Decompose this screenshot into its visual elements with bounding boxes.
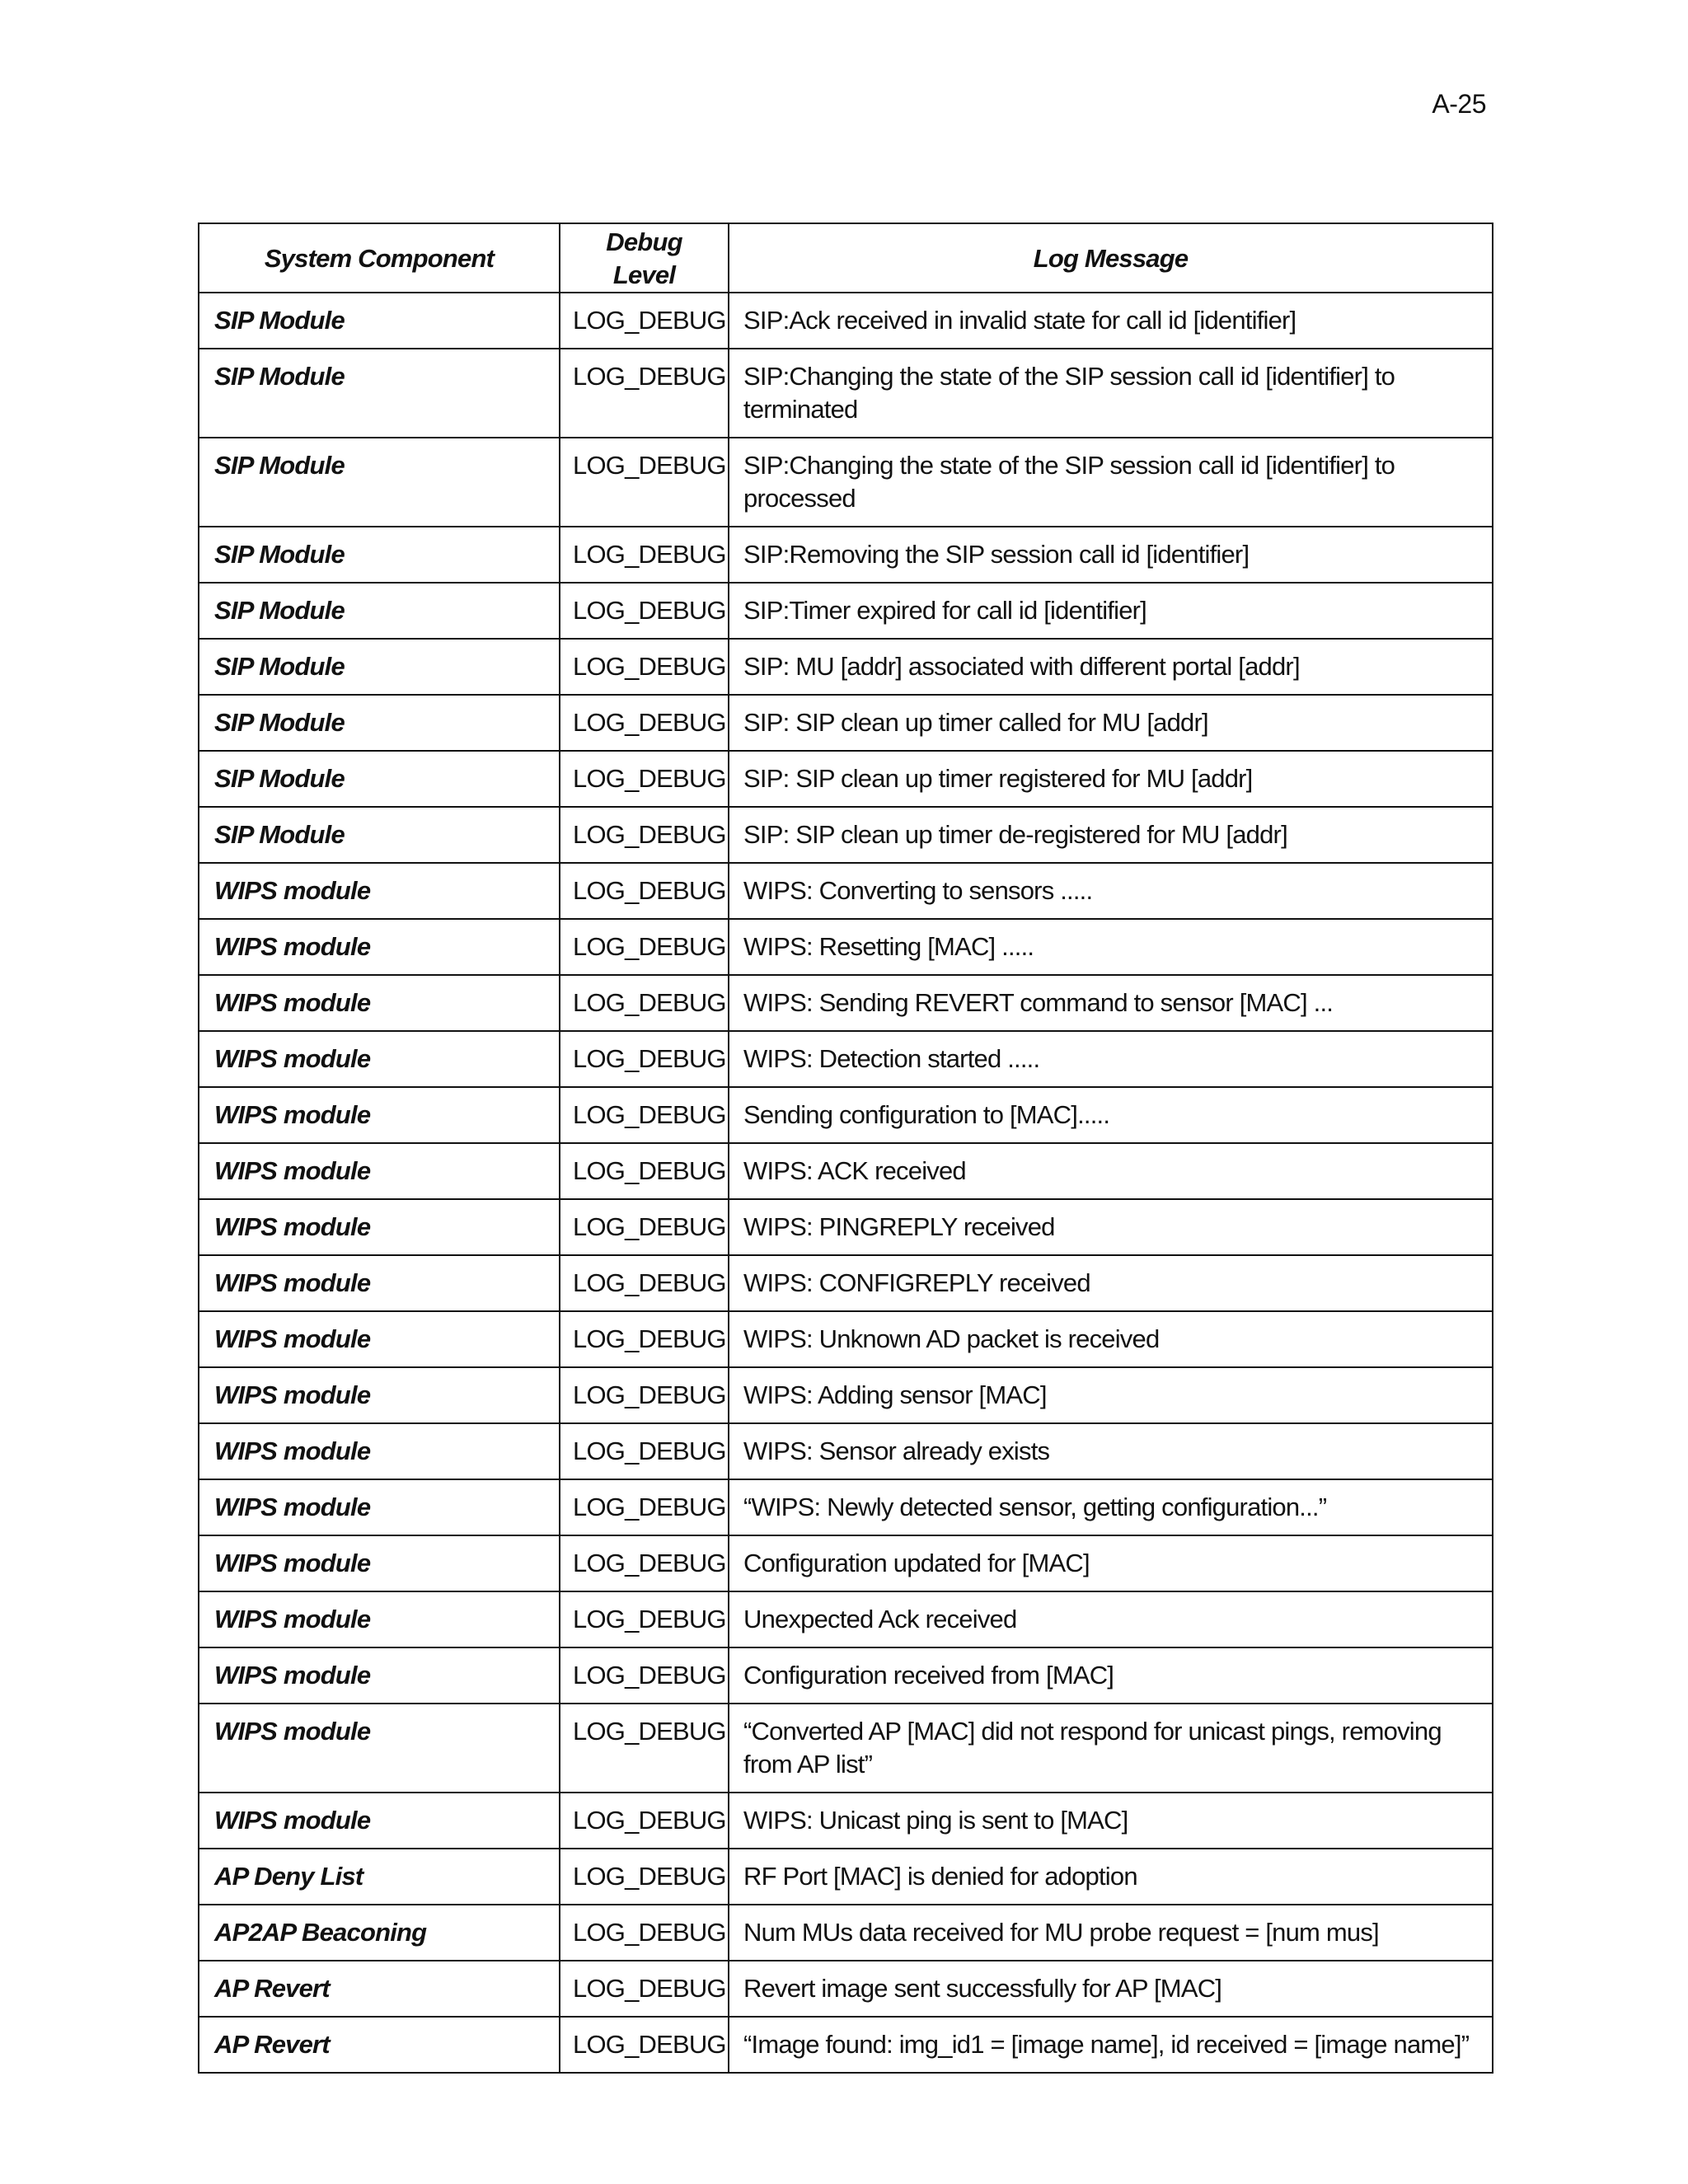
table-row	[199, 1199, 1493, 1255]
component-cell: AP Revert	[199, 1961, 560, 2017]
table-row	[199, 1849, 1493, 1905]
component-cell: SIP Module	[199, 695, 560, 751]
log-message-cell: Num MUs data received for MU probe request = [num mus]	[729, 1905, 1493, 1961]
component-cell: WIPS module	[199, 1367, 560, 1423]
log-message-cell: SIP:Timer expired for call id [identifier]	[729, 583, 1493, 639]
table-row	[199, 751, 1493, 807]
table-row	[199, 583, 1493, 639]
log-message-cell: Revert image sent successfully for AP [MAC]	[729, 1961, 1493, 2017]
debug-level-cell: LOG_DEBUG	[560, 1704, 729, 1793]
header-log-message: Log Message	[729, 223, 1493, 293]
header-row	[199, 223, 1493, 293]
debug-level-cell: LOG_DEBUG	[560, 1199, 729, 1255]
debug-level-cell: LOG_DEBUG	[560, 807, 729, 863]
debug-level-cell: LOG_DEBUG	[560, 1031, 729, 1087]
table-row	[199, 1423, 1493, 1479]
component-cell: WIPS module	[199, 975, 560, 1031]
debug-level-cell: LOG_DEBUG	[560, 975, 729, 1031]
log-message-cell: “WIPS: Newly detected sensor, getting configuration...”	[729, 1479, 1493, 1535]
component-cell: SIP Module	[199, 349, 560, 438]
log-message-cell: WIPS: ACK received	[729, 1143, 1493, 1199]
debug-level-cell: LOG_DEBUG	[560, 527, 729, 583]
table-row	[199, 1479, 1493, 1535]
debug-level-cell: LOG_DEBUG	[560, 1087, 729, 1143]
log-message-cell: WIPS: CONFIGREPLY received	[729, 1255, 1493, 1311]
debug-level-cell: LOG_DEBUG	[560, 1849, 729, 1905]
component-cell: WIPS module	[199, 1143, 560, 1199]
debug-level-cell: LOG_DEBUG	[560, 1423, 729, 1479]
log-message-table	[198, 223, 1493, 2074]
table-row	[199, 863, 1493, 919]
table-row	[199, 1087, 1493, 1143]
log-message-cell: SIP:Removing the SIP session call id [identifier]	[729, 527, 1493, 583]
table-row	[199, 1367, 1493, 1423]
log-message-cell: SIP: SIP clean up timer registered for MU [addr]	[729, 751, 1493, 807]
debug-level-cell: LOG_DEBUG	[560, 1961, 729, 2017]
debug-level-cell: LOG_DEBUG	[560, 1479, 729, 1535]
log-message-cell: Sending configuration to [MAC].....	[729, 1087, 1493, 1143]
log-message-cell: WIPS: Sensor already exists	[729, 1423, 1493, 1479]
component-cell: AP Deny List	[199, 1849, 560, 1905]
log-message-cell: WIPS: PINGREPLY received	[729, 1199, 1493, 1255]
log-message-cell: “Converted AP [MAC] did not respond for unicast pings, removing from AP list”	[729, 1704, 1493, 1793]
component-cell: SIP Module	[199, 639, 560, 695]
header-system-component: System Component	[199, 223, 560, 293]
debug-level-cell: LOG_DEBUG	[560, 1793, 729, 1849]
table-row	[199, 1535, 1493, 1591]
table-row	[199, 527, 1493, 583]
table-row	[199, 919, 1493, 975]
table-row	[199, 2017, 1493, 2073]
component-cell: WIPS module	[199, 1591, 560, 1647]
debug-level-cell: LOG_DEBUG	[560, 919, 729, 975]
component-cell: WIPS module	[199, 1199, 560, 1255]
component-cell: WIPS module	[199, 1087, 560, 1143]
table-body	[199, 293, 1493, 2073]
table-row	[199, 349, 1493, 438]
log-message-cell: SIP:Changing the state of the SIP session call id [identifier] to processed	[729, 438, 1493, 527]
debug-level-cell: LOG_DEBUG	[560, 1255, 729, 1311]
table-row	[199, 807, 1493, 863]
debug-level-cell: LOG_DEBUG	[560, 639, 729, 695]
debug-level-cell: LOG_DEBUG	[560, 1143, 729, 1199]
component-cell: SIP Module	[199, 583, 560, 639]
log-message-cell: WIPS: Sending REVERT command to sensor [MAC] ...	[729, 975, 1493, 1031]
table-row	[199, 1647, 1493, 1704]
debug-level-cell: LOG_DEBUG	[560, 1591, 729, 1647]
debug-level-cell: LOG_DEBUG	[560, 751, 729, 807]
log-message-cell: SIP: MU [addr] associated with different portal [addr]	[729, 639, 1493, 695]
log-message-cell: Configuration updated for [MAC]	[729, 1535, 1493, 1591]
debug-level-cell: LOG_DEBUG	[560, 293, 729, 349]
log-message-cell: WIPS: Converting to sensors .....	[729, 863, 1493, 919]
log-message-cell: SIP:Changing the state of the SIP session call id [identifier] to terminated	[729, 349, 1493, 438]
log-message-cell: Configuration received from [MAC]	[729, 1647, 1493, 1704]
table-row	[199, 695, 1493, 751]
log-message-cell: SIP: SIP clean up timer de-registered for MU [addr]	[729, 807, 1493, 863]
debug-level-cell: LOG_DEBUG	[560, 583, 729, 639]
table-row	[199, 1905, 1493, 1961]
log-message-cell: Unexpected Ack received	[729, 1591, 1493, 1647]
component-cell: WIPS module	[199, 1311, 560, 1367]
table-row	[199, 1961, 1493, 2017]
component-cell: SIP Module	[199, 807, 560, 863]
table-row	[199, 293, 1493, 349]
debug-level-cell: LOG_DEBUG	[560, 695, 729, 751]
log-message-cell: SIP:Ack received in invalid state for call id [identifier]	[729, 293, 1493, 349]
component-cell: WIPS module	[199, 919, 560, 975]
component-cell: SIP Module	[199, 293, 560, 349]
table-header	[199, 223, 1493, 293]
page-number: A-25	[1432, 89, 1486, 119]
component-cell: AP2AP Beaconing	[199, 1905, 560, 1961]
log-message-cell: RF Port [MAC] is denied for adoption	[729, 1849, 1493, 1905]
log-message-cell: WIPS: Unknown AD packet is received	[729, 1311, 1493, 1367]
log-message-cell: WIPS: Adding sensor [MAC]	[729, 1367, 1493, 1423]
component-cell: WIPS module	[199, 1793, 560, 1849]
table-row	[199, 1704, 1493, 1793]
table-row	[199, 1143, 1493, 1199]
table-row	[199, 639, 1493, 695]
component-cell: WIPS module	[199, 863, 560, 919]
table-row	[199, 1591, 1493, 1647]
table-row	[199, 1311, 1493, 1367]
component-cell: WIPS module	[199, 1535, 560, 1591]
component-cell: SIP Module	[199, 527, 560, 583]
log-message-cell: WIPS: Detection started .....	[729, 1031, 1493, 1087]
table-row	[199, 975, 1493, 1031]
component-cell: WIPS module	[199, 1423, 560, 1479]
component-cell: SIP Module	[199, 751, 560, 807]
component-cell: WIPS module	[199, 1479, 560, 1535]
log-message-cell: SIP: SIP clean up timer called for MU [addr]	[729, 695, 1493, 751]
log-message-cell: “Image found: img_id1 = [image name], id received = [image name]”	[729, 2017, 1493, 2073]
log-message-cell: WIPS: Unicast ping is sent to [MAC]	[729, 1793, 1493, 1849]
header-debug-level: Debug Level	[560, 223, 729, 293]
debug-level-cell: LOG_DEBUG	[560, 438, 729, 527]
debug-level-cell: LOG_DEBUG	[560, 2017, 729, 2073]
debug-level-cell: LOG_DEBUG	[560, 1311, 729, 1367]
debug-level-cell: LOG_DEBUG	[560, 1905, 729, 1961]
log-message-cell: WIPS: Resetting [MAC] .....	[729, 919, 1493, 975]
debug-level-cell: LOG_DEBUG	[560, 1535, 729, 1591]
debug-level-cell: LOG_DEBUG	[560, 1367, 729, 1423]
component-cell: AP Revert	[199, 2017, 560, 2073]
component-cell: WIPS module	[199, 1704, 560, 1793]
table-row	[199, 1255, 1493, 1311]
component-cell: WIPS module	[199, 1031, 560, 1087]
table-row	[199, 1793, 1493, 1849]
component-cell: WIPS module	[199, 1647, 560, 1704]
component-cell: SIP Module	[199, 438, 560, 527]
table-row	[199, 1031, 1493, 1087]
debug-level-cell: LOG_DEBUG	[560, 349, 729, 438]
debug-level-cell: LOG_DEBUG	[560, 1647, 729, 1704]
debug-level-cell: LOG_DEBUG	[560, 863, 729, 919]
table-row	[199, 438, 1493, 527]
component-cell: WIPS module	[199, 1255, 560, 1311]
